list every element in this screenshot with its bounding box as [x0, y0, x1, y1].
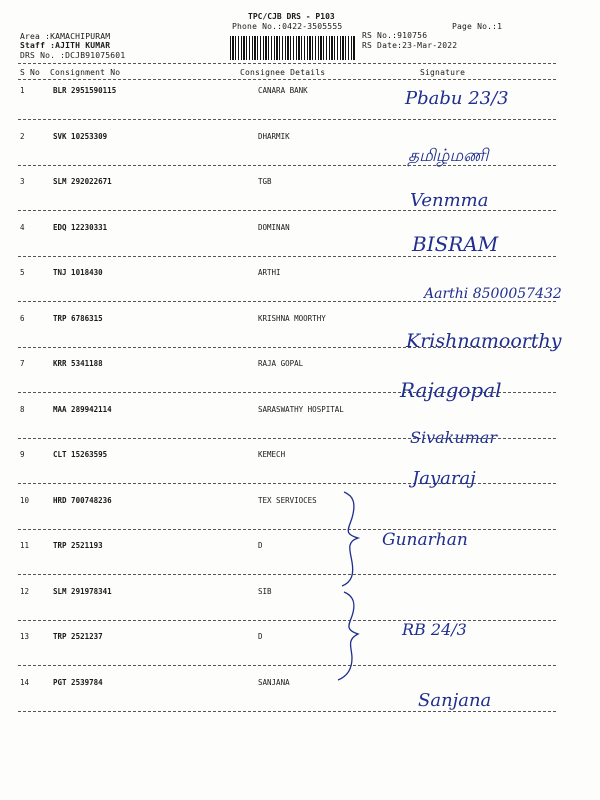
- row-consignee: DHARMIK: [258, 132, 290, 141]
- table-row: [0, 450, 600, 462]
- phone-number: Phone No.:0422-3505555: [232, 22, 343, 31]
- signature-12: Sanjana: [418, 690, 492, 711]
- row-consignment-no: EDQ 12230331: [53, 223, 108, 232]
- row-consignment-no: KRR 5341188: [53, 359, 103, 368]
- row-consignment-no: SVK 10253309: [53, 132, 108, 141]
- row-sno: 9: [20, 450, 25, 459]
- row-consignee: TEX SERVIOCES: [258, 496, 317, 505]
- row-sno: 14: [20, 678, 30, 687]
- table-row: [0, 632, 600, 644]
- signature-11: RB 24/3: [402, 620, 467, 639]
- header-rule-bottom: [18, 79, 556, 80]
- row-sno: 7: [20, 359, 25, 368]
- row-sno: 1: [20, 86, 25, 95]
- row-consignee: DOMINAN: [258, 223, 290, 232]
- table-row: [0, 86, 600, 98]
- brace-lower: [338, 592, 358, 680]
- row-consignment-no: SLM 291978341: [53, 587, 112, 596]
- table-row: [0, 496, 600, 508]
- row-consignment-no: TRP 2521193: [53, 541, 103, 550]
- row-sno: 2: [20, 132, 25, 141]
- row-consignment-no: MAA 289942114: [53, 405, 112, 414]
- staff-label: Staff :AJITH KUMAR: [20, 41, 111, 50]
- row-divider: [18, 256, 556, 257]
- signature-10: Gunarhan: [382, 530, 468, 550]
- signature-9: Jayaraj: [412, 468, 476, 489]
- row-sno: 11: [20, 541, 30, 550]
- group-brace-drawing: [330, 490, 380, 690]
- signature-5: Aarthi 8500057432: [424, 286, 562, 302]
- signature-7: Rajagopal: [400, 378, 502, 402]
- row-divider: [18, 620, 556, 621]
- table-row: [0, 314, 600, 326]
- row-consignment-no: TNJ 1018430: [53, 268, 103, 277]
- row-consignee: KRISHNA MOORTHY: [258, 314, 326, 323]
- row-consignee: KEMECH: [258, 450, 286, 459]
- row-sno: 8: [20, 405, 25, 414]
- signature-4: BISRAM: [412, 232, 499, 256]
- row-consignee: D: [258, 632, 263, 641]
- row-divider: [18, 711, 556, 712]
- brace-upper: [342, 492, 358, 586]
- row-consignment-no: TRP 2521237: [53, 632, 103, 641]
- row-consignee: CANARA BANK: [258, 86, 308, 95]
- col-signature: Signature: [420, 68, 466, 77]
- table-row: [0, 177, 600, 189]
- table-row: [0, 268, 600, 280]
- row-divider: [18, 574, 556, 575]
- row-consignee: RAJA GOPAL: [258, 359, 304, 368]
- signature-8: Sivakumar: [410, 428, 498, 447]
- table-row: [0, 678, 600, 690]
- row-sno: 12: [20, 587, 30, 596]
- row-consignment-no: TRP 6786315: [53, 314, 103, 323]
- row-sno: 4: [20, 223, 25, 232]
- col-sno: S No: [20, 68, 41, 77]
- row-consignee: SIB: [258, 587, 272, 596]
- header-rule-top: [18, 63, 556, 64]
- row-consignee: ARTHI: [258, 268, 281, 277]
- document-title: TPC/CJB DRS - P103: [248, 12, 335, 21]
- signature-3: Venmma: [410, 190, 489, 211]
- col-consignment: Consignment No: [50, 68, 121, 77]
- row-sno: 3: [20, 177, 25, 186]
- row-divider: [18, 665, 556, 666]
- rs-date: RS Date:23-Mar-2022: [362, 41, 458, 50]
- row-consignment-no: HRD 700748236: [53, 496, 112, 505]
- row-sno: 10: [20, 496, 30, 505]
- row-sno: 13: [20, 632, 30, 641]
- barcode: [230, 36, 356, 60]
- row-consignment-no: BLR 2951590115: [53, 86, 117, 95]
- table-row: [0, 587, 600, 599]
- row-divider: [18, 529, 556, 530]
- signature-2: தமிழ்மணி: [408, 146, 489, 166]
- row-consignment-no: SLM 292022671: [53, 177, 112, 186]
- row-consignee: TGB: [258, 177, 272, 186]
- signature-6: Krishnamoorthy: [406, 330, 562, 352]
- table-row: [0, 223, 600, 235]
- rs-number: RS No.:910756: [362, 31, 428, 40]
- row-consignment-no: CLT 15263595: [53, 450, 108, 459]
- row-consignee: SARASWATHY HOSPITAL: [258, 405, 344, 414]
- signature-1: Pbabu 23/3: [405, 88, 509, 109]
- row-consignment-no: PGT 2539784: [53, 678, 103, 687]
- col-consignee: Consignee Details: [240, 68, 326, 77]
- row-consignee: D: [258, 541, 263, 550]
- table-row: [0, 405, 600, 417]
- drs-number: DRS No. :DCJB91075601: [20, 51, 126, 60]
- page-number: Page No.:1: [452, 22, 503, 31]
- row-sno: 5: [20, 268, 25, 277]
- table-row: [0, 132, 600, 144]
- table-row: [0, 359, 600, 371]
- table-row: [0, 541, 600, 553]
- row-consignee: SANJANA: [258, 678, 290, 687]
- area-label: Area :KAMACHIPURAM: [20, 32, 111, 41]
- row-divider: [18, 119, 556, 120]
- row-sno: 6: [20, 314, 25, 323]
